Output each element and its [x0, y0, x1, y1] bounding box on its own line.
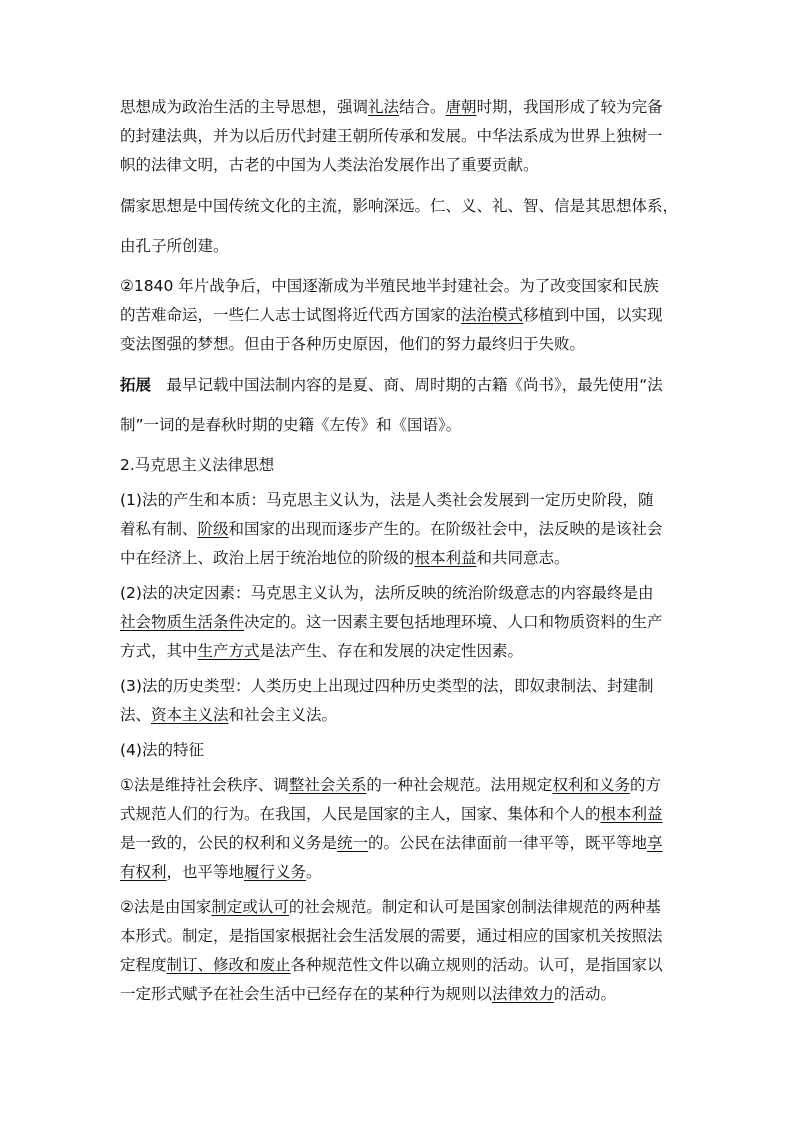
text-run: 一定形式赋予在社会生活中已经存在的某种行为规则以 — [120, 985, 493, 1003]
text-run: 和国家的出现而逐步产生的。在阶级社会中，法反映的是该社会 — [228, 520, 663, 538]
text-line — [120, 122, 680, 151]
para-feature-1 — [120, 771, 680, 887]
text-run: ，也平等地 — [166, 863, 245, 881]
text-run: (3)法的历史类型：人类历史上出现过四种历史类型的法，即奴隶制法、封建制 — [120, 677, 654, 695]
text-run: 移植到中国，以实现 — [523, 306, 663, 324]
underlined-term: 统一 — [337, 834, 369, 852]
text-run: 是一致的，公民的权利和义务是 — [120, 834, 338, 852]
text-run: 结合。 — [399, 98, 446, 116]
text-line — [120, 858, 680, 887]
underlined-term: 法律效力 — [492, 985, 555, 1003]
text-run: 本形式。制定，是指国家根据社会生活发展的需要，通过相应的国家机关按照法 — [120, 927, 663, 945]
underlined-term: 权利和义务 — [552, 776, 630, 794]
text-line — [120, 893, 680, 922]
text-line — [120, 93, 680, 122]
text-run: 的活动。 — [554, 985, 617, 1003]
text-line — [120, 579, 680, 608]
text-line — [120, 151, 680, 180]
text-run: 的一种社会规范。法用规定 — [366, 776, 553, 794]
text-run: 方式，其中 — [120, 642, 198, 660]
document-page — [120, 93, 680, 1009]
text-line — [120, 515, 680, 544]
text-run: (1)法的产生和本质：马克思主义认为，法是人类社会发展到一定历史阶段，随 — [120, 491, 654, 509]
text-run: 帜的法律文明，古老的中国为人类法治发展作出了重要贡献。 — [120, 156, 539, 174]
para-determinant — [120, 579, 680, 666]
text-line — [120, 272, 680, 301]
text-line — [120, 186, 680, 226]
text-run: 时期，我国形成了较为完备 — [476, 98, 663, 116]
text-run: 的封建法典，并为以后历代封建王朝所传承和发展。中华法系成为世界上独树一 — [120, 127, 663, 145]
underlined-term: 阶级 — [197, 520, 229, 538]
underlined-term: 法治模式 — [461, 306, 524, 324]
underlined-term: 享 — [647, 834, 663, 852]
text-line — [120, 736, 680, 765]
text-run: 定程度 — [120, 956, 167, 974]
underlined-term: 生产方式 — [197, 642, 260, 660]
text-run: 的。公民在法律面前一律平等，既平等地 — [368, 834, 648, 852]
underlined-term: 整社会关系 — [288, 776, 367, 794]
text-run: 着私有制、 — [120, 520, 198, 538]
para-origin — [120, 486, 680, 573]
text-run: ①法是维持社会秩序、调 — [120, 776, 289, 794]
text-run: 制”一词的是春秋时期的史籍《左传》和《国语》。 — [120, 416, 462, 434]
underlined-term: 履行义务 — [244, 863, 307, 881]
text-line — [120, 637, 680, 666]
underlined-term: 有权利 — [120, 863, 167, 881]
text-run: 由孔子所创建。 — [120, 237, 229, 255]
text-run: 思想成为政治生活的主导思想，强调 — [120, 98, 369, 116]
text-line — [120, 980, 680, 1009]
text-line — [120, 301, 680, 330]
underlined-term: 根本利益 — [414, 549, 477, 567]
underlined-term: 唐朝 — [445, 98, 477, 116]
text-line — [120, 608, 680, 637]
para-features-heading — [120, 736, 680, 765]
para-feudal-law — [120, 93, 680, 180]
text-run: 儒家思想是中国传统文化的主流，影响深远。仁、义、礼、智、信是其思想体系， — [120, 197, 679, 215]
text-line — [120, 330, 680, 359]
text-run: ②法是由国家 — [120, 898, 212, 916]
text-run: 的社会规范。制定和认可是国家创制法律规范的两种基 — [288, 898, 661, 916]
text-line — [120, 451, 680, 480]
para-extension — [120, 365, 680, 445]
text-line — [120, 544, 680, 573]
text-run: 法、 — [120, 706, 152, 724]
text-run: 的方 — [629, 776, 661, 794]
text-line — [120, 951, 680, 980]
para-1840 — [120, 272, 680, 359]
text-run: 式规范人们的行为。在我国，人民是国家的主人，国家、集体和个人的 — [120, 805, 601, 823]
underlined-term: 制定或认可 — [211, 898, 289, 916]
underlined-term: 根本利益 — [600, 805, 663, 823]
para-feature-2 — [120, 893, 680, 1009]
text-run: 变法图强的梦想。但由于各种历史原因，他们的努力最终归于失败。 — [120, 335, 586, 353]
text-run: 的苦难命运，一些仁人志士试图将近代西方国家的 — [120, 306, 462, 324]
text-run: 最早记载中国法制内容的是夏、商、周时期的古籍《尚书》，最先使用“法 — [151, 376, 663, 394]
text-line — [120, 672, 680, 701]
bold-label: 拓展 — [120, 376, 152, 394]
text-line — [120, 800, 680, 829]
underlined-term: 社会物质生活条件 — [120, 613, 245, 631]
text-run: 。 — [306, 863, 322, 881]
text-line — [120, 226, 680, 266]
text-run: 和共同意志。 — [476, 549, 570, 567]
para-types — [120, 672, 680, 730]
text-run: 决定的。这一因素主要包括地理环境、人口和物质资料的生产 — [244, 613, 663, 631]
text-line — [120, 701, 680, 730]
underlined-term: 资本主义法 — [151, 706, 229, 724]
text-line — [120, 486, 680, 515]
text-run: (2)法的决定因素：马克思主义认为，法所反映的统治阶级意志的内容最终是由 — [120, 584, 654, 602]
text-line — [120, 829, 680, 858]
text-run: 2.马克思主义法律思想 — [120, 456, 275, 474]
underlined-term: 礼法 — [368, 98, 400, 116]
text-run: 各种规范性文件以确立规则的活动。认可，是指国家以 — [290, 956, 663, 974]
text-run: ②1840 年片战争后，中国逐渐成为半殖民地半封建社会。为了改变国家和民族 — [120, 277, 659, 295]
underlined-term: 制订、修改和废止 — [166, 956, 291, 974]
text-run: 是法产生、存在和发展的决定性因素。 — [259, 642, 524, 660]
text-line — [120, 922, 680, 951]
text-line — [120, 771, 680, 800]
text-run: (4)法的特征 — [120, 741, 204, 759]
text-run: 和社会主义法。 — [228, 706, 338, 724]
para-confucian — [120, 186, 680, 266]
text-line — [120, 365, 680, 405]
text-run: 中在经济上、政治上居于统治地位的阶级的 — [120, 549, 415, 567]
text-line — [120, 405, 680, 445]
section-heading-marxism — [120, 451, 680, 480]
